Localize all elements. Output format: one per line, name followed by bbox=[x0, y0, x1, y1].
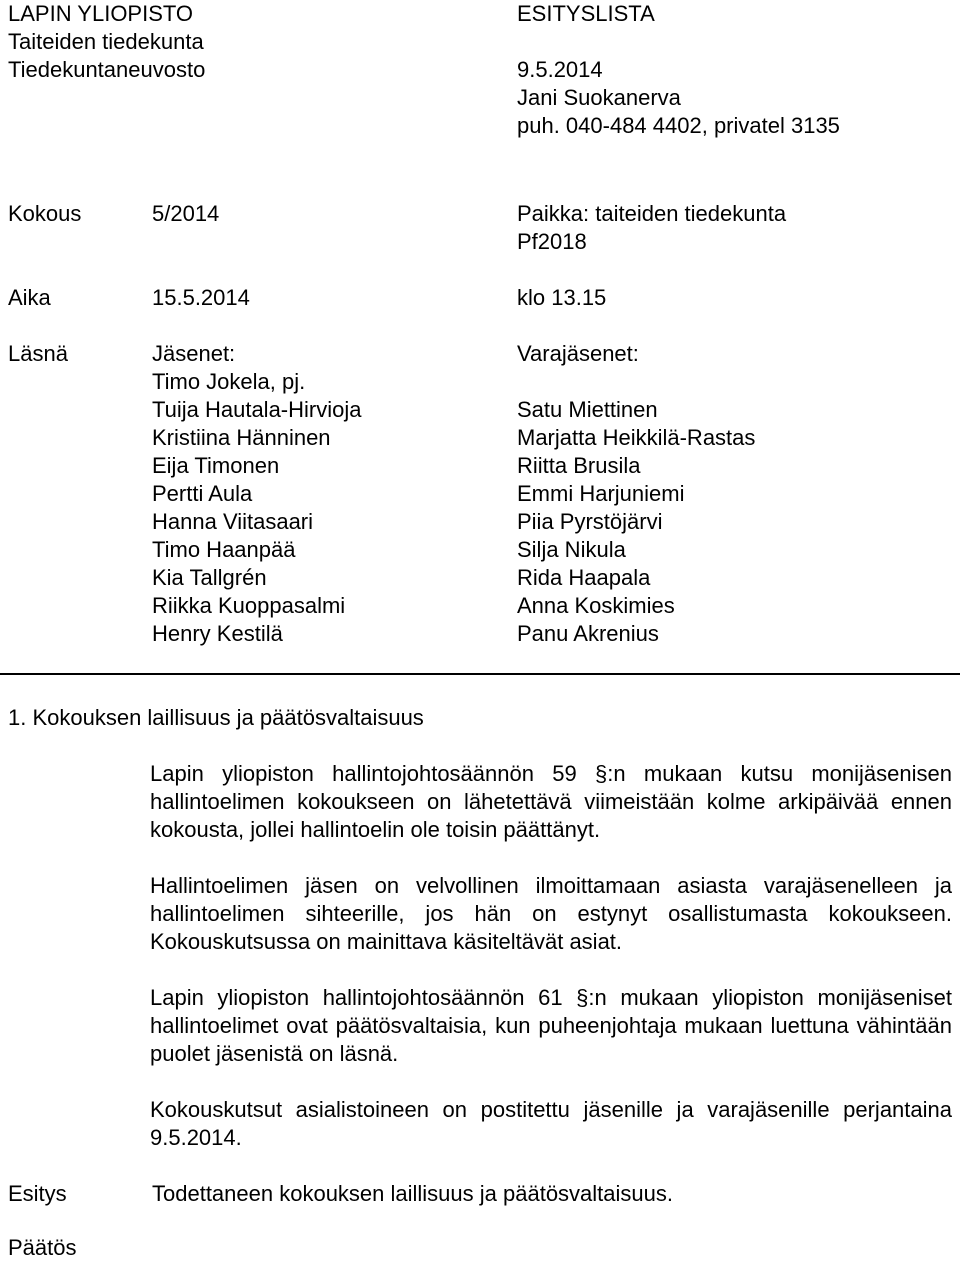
esitys-text: Todettaneen kokouksen laillisuus ja päätösvaltaisuus. bbox=[152, 1181, 673, 1206]
paragraph-text: :n mukaan yliopiston monijäseniset hallintoelimet ovat päätösvaltaisia, kun puheenjohtaja mukaan luettuna vähintään puolet jäsenistä on läsnä. bbox=[150, 985, 952, 1066]
contact-phone: puh. 040-484 4402, privatel 3135 bbox=[517, 113, 840, 138]
paragraph-text: Lapin yliopiston hallintojohtosäännön 59 bbox=[150, 761, 596, 786]
deputy-name: Emmi Harjuniemi bbox=[517, 481, 685, 506]
member-name: Hanna Viitasaari bbox=[152, 509, 314, 534]
esitys-label: Esitys bbox=[8, 1181, 67, 1206]
section-title: 1. Kokouksen laillisuus ja päätösvaltaisuus bbox=[8, 705, 424, 730]
deputy-name: Panu Akrenius bbox=[517, 621, 659, 646]
deputy-name: Anna Koskimies bbox=[517, 593, 675, 618]
member-name: Riikka Kuoppasalmi bbox=[152, 593, 346, 618]
contact-name: Jani Suokanerva bbox=[517, 85, 681, 110]
member-name: Pertti Aula bbox=[152, 481, 253, 506]
deputy-name: Marjatta Heikkilä-Rastas bbox=[517, 425, 756, 450]
paragraph-invitation-sent: Kokouskutsut asialistoineen on postitettu jäsenille ja varajäsenille perjantaina 9.5.2014. bbox=[150, 1097, 952, 1150]
document-type: ESITYSLISTA bbox=[517, 1, 655, 26]
document-date: 9.5.2014 bbox=[517, 57, 603, 82]
kokous-value: 5/2014 bbox=[152, 201, 220, 226]
council-name: Tiedekuntaneuvosto bbox=[8, 57, 206, 82]
section-sign: § bbox=[576, 985, 589, 1010]
paragraph-absence-notice: Hallintoelimen jäsen on velvollinen ilmoittamaan asiasta varajäsenelleen ja hallintoelimen sihteerille, jos hän on estynyt osallistumasta kokoukseen. Kokouskutsussa on mainittava käsiteltävät asiat. bbox=[150, 873, 952, 954]
paragraph-text: Lapin yliopiston hallintojohtosäännön 61 bbox=[150, 985, 577, 1010]
deputies-heading: Varajäsenet: bbox=[517, 341, 639, 366]
member-name: Timo Haanpää bbox=[152, 537, 296, 562]
deputy-name: Piia Pyrstöjärvi bbox=[517, 509, 663, 534]
lasna-label: Läsnä bbox=[8, 341, 68, 366]
member-name: Kia Tallgrén bbox=[152, 565, 267, 590]
faculty-name: Taiteiden tiedekunta bbox=[8, 29, 204, 54]
deputy-name: Rida Haapala bbox=[517, 565, 651, 590]
paragraph-quorum bbox=[150, 984, 952, 1068]
university-name: LAPIN YLIOPISTO bbox=[8, 1, 194, 26]
section-divider bbox=[0, 673, 960, 675]
section-sign: § bbox=[595, 761, 608, 786]
aika-time: klo 13.15 bbox=[517, 285, 607, 310]
paragraph-notice-requirement bbox=[150, 760, 952, 844]
aika-label: Aika bbox=[8, 285, 51, 310]
paikka-line1: Paikka: taiteiden tiedekunta bbox=[517, 201, 787, 226]
chair-name: Timo Jokela, pj. bbox=[152, 369, 306, 394]
members-heading: Jäsenet: bbox=[152, 341, 236, 366]
aika-date: 15.5.2014 bbox=[152, 285, 250, 310]
paatos-label: Päätös bbox=[8, 1235, 77, 1260]
paikka-line2: Pf2018 bbox=[517, 229, 587, 254]
paragraph-text: :n mukaan kutsu monijäsenisen hallintoelimen kokoukseen on lähetettävä viimeistään kolme arkipäivää ennen kokousta, jollei hallintoelin ole toisin päättänyt. bbox=[150, 761, 952, 842]
member-name: Eija Timonen bbox=[152, 453, 280, 478]
deputy-name: Silja Nikula bbox=[517, 537, 626, 562]
member-name: Kristiina Hänninen bbox=[152, 425, 331, 450]
member-name: Tuija Hautala-Hirvioja bbox=[152, 397, 362, 422]
kokous-label: Kokous bbox=[8, 201, 82, 226]
member-name: Henry Kestilä bbox=[152, 621, 283, 646]
deputy-name: Satu Miettinen bbox=[517, 397, 658, 422]
deputy-name: Riitta Brusila bbox=[517, 453, 641, 478]
